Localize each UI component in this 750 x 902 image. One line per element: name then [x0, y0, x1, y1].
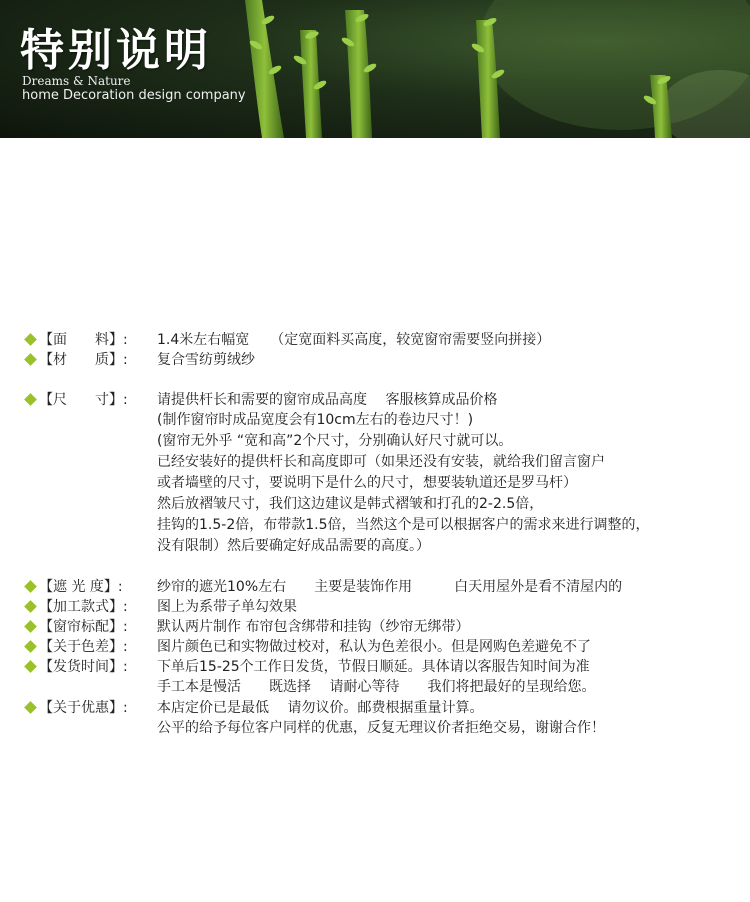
- spec-text: 本店定价已是最低 请勿议价。邮费根据重量计算。: [157, 700, 484, 716]
- spec-label: 【尺 寸】:: [39, 392, 128, 408]
- spec-row: [24, 637, 744, 657]
- diamond-bullet-icon: [24, 701, 37, 714]
- spec-continuation-line: 然后放褶皱尺寸，我们这边建议是韩式褶皱和打孔的2-2.5倍，: [157, 496, 544, 512]
- spec-continuation-line: 已经安装好的提供杆长和高度即可（如果还没有安装，就给我们留言窗户: [157, 454, 605, 470]
- diamond-bullet-icon: [24, 393, 37, 406]
- spec-text: 默认两片制作 布帘包含绑带和挂钩（纱帘无绑带）: [157, 619, 470, 635]
- spec-text: 1.4米左右幅宽 （定宽面料买高度，较宽窗帘需要竖向拼接）: [157, 332, 551, 348]
- spec-continuation-line: 公平的给予每位客户同样的优惠，反复无理议价者拒绝交易，谢谢合作！: [157, 720, 605, 736]
- diamond-bullet-icon: [24, 660, 37, 673]
- spec-continuation-line: 或者墙壁的尺寸，要说明下是什么的尺寸，想要装轨道还是罗马杆）: [157, 475, 577, 491]
- diamond-bullet-icon: [24, 640, 37, 653]
- spec-text: 下单后15-25个工作日发货，节假日顺延。具体请以客服告知时间为准: [157, 659, 590, 675]
- spec-label: 【材 质】:: [39, 352, 128, 368]
- spec-row: [24, 350, 744, 370]
- spec-row: [24, 577, 744, 597]
- spec-list: [24, 330, 744, 739]
- spec-row: [24, 597, 744, 617]
- banner-subtitle-line2: home Decoration design company: [22, 88, 246, 103]
- header-banner: [0, 0, 750, 138]
- spec-text: 纱帘的遮光10%左右 主要是装饰作用 白天用屋外是看不清屋内的: [157, 579, 623, 595]
- spec-label: 【关于色差】:: [39, 639, 128, 655]
- spec-row: [24, 698, 744, 718]
- spec-continuation-line: 没有限制）然后要确定好成品需要的高度。）: [157, 538, 430, 554]
- spec-label: 【关于优惠】:: [39, 700, 128, 716]
- diamond-bullet-icon: [24, 333, 37, 346]
- spec-continuation-line: (窗帘无外乎 “宽和高”2个尺寸，分别确认好尺寸就可以。: [157, 433, 513, 449]
- spec-label: 【发货时间】:: [39, 659, 128, 675]
- spec-row: [24, 330, 744, 350]
- banner-subtitle-line1: Dreams & Nature: [22, 74, 131, 88]
- diamond-bullet-icon: [24, 600, 37, 613]
- diamond-bullet-icon: [24, 620, 37, 633]
- spec-row: [24, 390, 744, 410]
- diamond-bullet-icon: [24, 353, 37, 366]
- diamond-bullet-icon: [24, 580, 37, 593]
- spec-label: 【加工款式】:: [39, 599, 128, 615]
- spec-continuation-line: (制作窗帘时成品宽度会有10cm左右的卷边尺寸！): [157, 412, 474, 428]
- spec-row: [24, 617, 744, 637]
- spec-label: 【窗帘标配】:: [39, 619, 128, 635]
- spec-continuation-line: 挂钩的1.5-2倍，布带款1.5倍，当然这个是可以根据客户的需求来进行调整的，: [157, 517, 650, 533]
- spec-row: [24, 657, 744, 677]
- spec-text: 图片颜色已和实物做过校对，私认为色差很小。但是网购色差避免不了: [157, 639, 591, 655]
- spec-text: 请提供杆长和需要的窗帘成品高度 客服核算成品价格: [157, 392, 498, 408]
- spec-text: 图上为系带子单勾效果: [157, 599, 297, 615]
- banner-title: 特别说明: [20, 25, 212, 76]
- spec-label: 【面 料】:: [39, 332, 128, 348]
- spec-label: 【遮 光 度】:: [39, 579, 123, 595]
- spec-continuation-line: 手工本是慢活 既选择 请耐心等待 我们将把最好的呈现给您。: [157, 679, 596, 695]
- spec-text: 复合雪纺剪绒纱: [157, 352, 255, 368]
